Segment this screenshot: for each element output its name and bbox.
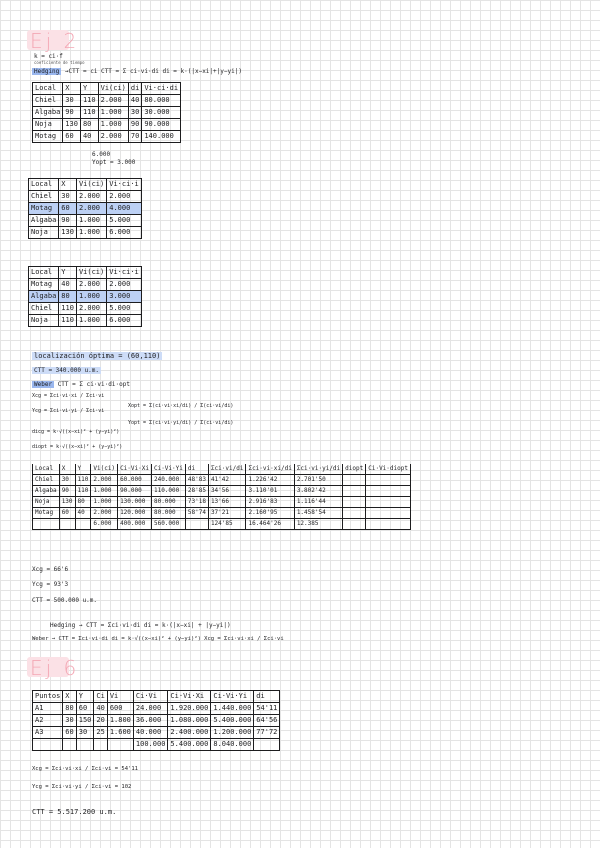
table-cell: 1.080.000 [168,715,211,727]
column-header: Ci·Vi·Xi [118,464,152,475]
yopt-formula: Yopt = Σ(ci·vi·yi/di) / Σ(ci·vi/di) [128,420,234,426]
column-header: Vi [107,691,133,703]
table-cell: 80 [59,291,77,303]
table-cell: 1.000 [98,119,128,131]
column-header: Ci·Vi [133,691,168,703]
table-row [33,95,181,107]
table-cell: 40 [75,508,91,519]
table-cell: 5.400.000 [211,715,254,727]
table-cell [366,519,411,530]
table-cell: 1.000 [76,315,106,327]
table-row [29,291,142,303]
table-row [33,119,181,131]
table-cell: 80.000 [151,508,185,519]
column-header: Vi(ci) [76,179,106,191]
hedging-line [32,68,242,75]
table-cell: 600 [107,703,133,715]
table-cell: 77'72 [254,727,280,739]
table-cell: 110 [75,486,91,497]
table-cell: 1.226'42 [246,475,294,486]
table-cell: 2.000 [76,191,106,203]
table-row [33,131,181,143]
column-header: Vi(ci) [76,267,106,279]
table-cell: 110 [59,315,77,327]
table-cell: 240.000 [151,475,185,486]
column-header: di [128,83,141,95]
table-cell: 20 [94,715,107,727]
table-cell: 6.000 [91,519,118,530]
table-cell: Motag [33,131,63,143]
table-cell: Algaba [33,486,60,497]
table-row [33,727,280,739]
table-cell: Chiel [29,191,59,203]
table-cell [366,475,411,486]
table-cell [185,519,208,530]
table-cell: Chiel [33,475,60,486]
table-cell: 5.000 [107,215,142,227]
table-cell: 30.000 [142,107,181,119]
table-cell: 80 [63,703,76,715]
ycg-value: Ycg = 93'3 [32,581,69,588]
table-cell: 1.800 [107,715,133,727]
table-cell: 2.000 [76,303,106,315]
table-header-row [33,83,181,95]
table-cell: 90 [128,119,141,131]
table-cell: 80.000 [142,95,181,107]
table-cell: 2.000 [107,191,142,203]
table-row [33,508,411,519]
table-cell [33,519,60,530]
table-cell: 60 [59,203,77,215]
formula-k-sub: coeficiente de tiempo [34,60,85,65]
table-cell: 80 [80,119,98,131]
table-row [33,739,280,751]
table-cell: 90.000 [118,486,152,497]
table-cell: 2.000 [91,508,118,519]
table-cell: Algaba [29,215,59,227]
table-row [33,486,411,497]
table-cell: 40 [80,131,98,143]
table-cell: 130 [59,497,75,508]
hedging-summary: Hedging → CTT = Σci·vi·di di = k·(|x−xi| + |y−yi|) [50,622,231,629]
table-cell: 90 [59,486,75,497]
table-cell: 64'56 [254,715,280,727]
table-cell: 110 [75,475,91,486]
table-cell: 30 [76,727,94,739]
table-cell: Motag [29,279,59,291]
table-cell: A3 [33,727,63,739]
column-header: Local [33,83,63,95]
table-cell [33,739,63,751]
table-cell: 400.000 [118,519,152,530]
column-header: Local [29,267,59,279]
ej6-title: Ej 6 [30,656,80,680]
column-header: di [254,691,280,703]
table-cell: 5.400.000 [168,739,211,751]
table-cell: 80.000 [151,497,185,508]
table-header-row [29,267,142,279]
table-row [29,227,142,239]
ej6-xcg: Xcg = Σci·vi·xi / Σci·vi = 54'11 [32,766,138,772]
table-cell: 40.000 [133,727,168,739]
column-header: Vi·ci·i [107,179,142,191]
table-header-row [29,179,142,191]
table-cell: 110.000 [151,486,185,497]
table-cell [343,497,366,508]
table-cell: 130 [59,227,77,239]
table-cell: A2 [33,715,63,727]
column-header: Ci·Vi·Yi [211,691,254,703]
table-cell: 16.464'26 [246,519,294,530]
table-cell: Algaba [33,107,63,119]
table-cell: 2.000 [107,279,142,291]
table-cell: 6.000 [107,315,142,327]
table-y-sorted [28,266,142,327]
table-cell: 28'85 [185,486,208,497]
column-header: Ci·Vi·Xi [168,691,211,703]
table-cell: 4.000 [107,203,142,215]
formula-k: k = ci·f [34,53,63,60]
table-row [33,107,181,119]
table-cell: 100.000 [133,739,168,751]
table-cell: 1.600 [107,727,133,739]
table-cell [366,497,411,508]
table-row [33,475,411,486]
table-cell: 34'56 [208,486,246,497]
table-cell: 54'11 [254,703,280,715]
table-cell: Chiel [33,95,63,107]
table-cell [254,739,280,751]
table-row [33,519,411,530]
xcg-value: Xcg = 66'6 [32,566,69,573]
weber-formula: CTT = Σ ci·vi·di·opt [57,381,130,388]
table-cell [75,519,91,530]
table-cell: 110 [80,95,98,107]
table-row [29,203,142,215]
table-cell: Noja [29,227,59,239]
table-cell: Noja [33,119,63,131]
table-cell: 30 [63,715,76,727]
ej6-ycg: Ycg = Σci·vi·yi / Σci·vi = 102 [32,784,132,790]
table-cell: 90.000 [142,119,181,131]
table-cell: Algaba [29,291,59,303]
table-cell: 1.000 [91,486,118,497]
table-cell [366,486,411,497]
table-cell: 1.000 [98,107,128,119]
table-cell: 60 [63,131,81,143]
table-cell: 12.385 [294,519,342,530]
table-cell: 60 [63,727,76,739]
table-row [29,303,142,315]
column-header: Y [80,83,98,95]
table-cell: 48'83 [185,475,208,486]
column-header: Vi·ci·i [107,267,142,279]
ycg-formula: Ycg = Σci·vi·yi / Σci·vi [32,408,105,414]
table-cell: 110 [59,303,77,315]
table-cell: 58'74 [185,508,208,519]
table-cell: 2.160'95 [246,508,294,519]
localizacion-text: localización óptima = (60,110) [34,352,161,360]
table-cell: 36.000 [133,715,168,727]
table1-yopt: Yopt = 3.000 [92,159,136,166]
localizacion-optima [32,352,162,360]
column-header: X [63,83,81,95]
table-cell: 560.000 [151,519,185,530]
column-header: X [59,179,77,191]
ctt-weber: CTT = 500.000 u.m. [32,597,98,604]
table-cell: 1.458'54 [294,508,342,519]
table-cell: 150 [76,715,94,727]
table-cell: 2.400.000 [168,727,211,739]
table-cell: 1.000 [91,497,118,508]
column-header: Ci [94,691,107,703]
table-cell: 5.000 [107,303,142,315]
table-cell: 2.000 [98,95,128,107]
column-header: di [185,464,208,475]
table-cell: 30 [59,475,75,486]
xcg-formula: Xcg = Σci·vi·xi / Σci·vi [32,393,105,399]
table-row [29,315,142,327]
column-header: Y [75,464,91,475]
table-cell: 120.000 [118,508,152,519]
table-cell: 73'18 [185,497,208,508]
table-cell: Motag [29,203,59,215]
table-cell [343,486,366,497]
table-row [33,497,411,508]
table-cell: 6.000 [107,227,142,239]
diopt-formula: diopt = k·√((x−xi)² + (y−yi)²) [32,444,123,450]
table-cell [343,475,366,486]
table1-sum: 6.000 [92,151,111,158]
table-cell: 2.000 [76,279,106,291]
table-cell [343,519,366,530]
table-cell: Chiel [29,303,59,315]
weber-line [32,381,130,388]
column-header: Ci·Vi·Yi [151,464,185,475]
table-cell: 1.920.000 [168,703,211,715]
table-cell: 60.000 [118,475,152,486]
table-cell: 2.000 [91,475,118,486]
column-header: Σci·vi/di [208,464,246,475]
table-cell: Noja [33,497,60,508]
column-header: Local [29,179,59,191]
table-cell [107,739,133,751]
table-cell: Noja [29,315,59,327]
table-cell [94,739,107,751]
table-cell [59,519,75,530]
column-header: Puntos [33,691,63,703]
table-cell: 90 [63,107,81,119]
table-cell: 110 [80,107,98,119]
table-cell: 124'85 [208,519,246,530]
table-cell: 1.116'44 [294,497,342,508]
column-header: Local [33,464,60,475]
table-row [33,715,280,727]
column-header: Vi·ci·di [142,83,181,95]
table-cell: 130 [63,119,81,131]
column-header: X [63,691,76,703]
table-cell: 30 [63,95,81,107]
xopt-formula: Xopt = Σ(ci·vi·xi/di) / Σ(ci·vi/di) [128,403,234,409]
table-cell: Motag [33,508,60,519]
ctt-hedging [32,367,101,374]
column-header: X [59,464,75,475]
column-header: Vi(ci) [98,83,128,95]
column-header: Ci·Vi·diopt [366,464,411,475]
table-cell: 25 [94,727,107,739]
column-header: Σci·vi·yi/di [294,464,342,475]
hedging-label: Hedging [34,68,60,75]
ctt-hedging-text: CTT = 340.000 u.m. [34,367,100,374]
table-hedging [32,82,181,143]
table-cell: 1.000 [76,227,106,239]
column-header: Vi(ci) [91,464,118,475]
dicg-formula: dicg = k·√((x−xi)² + (y−yi)²) [32,429,120,435]
table-cell: 2.916'83 [246,497,294,508]
table-cell: 60 [76,703,94,715]
hedging-formula: →CTT = ci CTT = Σ ci·vi·di di = k·(|x−xi|+|y−yi|) [64,68,242,75]
table-cell: 2.000 [76,203,106,215]
table-cell: A1 [33,703,63,715]
table-cell: 60 [59,508,75,519]
table-cell: 140.000 [142,131,181,143]
table-row [33,703,280,715]
table-x-sorted [28,178,142,239]
table-cell: 40 [128,95,141,107]
table-cell: 1.440.000 [211,703,254,715]
table-weber [32,464,411,530]
table-ej6 [32,690,280,751]
table-cell: 90 [59,215,77,227]
column-header: Y [59,267,77,279]
table-cell: 3.000 [107,291,142,303]
table-cell: 70 [128,131,141,143]
column-header: Y [76,691,94,703]
table-cell: 3.802'42 [294,486,342,497]
table-cell [366,508,411,519]
table-cell: 2.000 [98,131,128,143]
table-cell: 41'42 [208,475,246,486]
table-cell: 1.000 [76,291,106,303]
table-header-row [33,464,411,475]
table-cell: 24.000 [133,703,168,715]
table-cell: 30 [59,191,77,203]
ej2-title: Ej 2 [30,29,80,53]
table-header-row [33,691,280,703]
table-cell: 1.000 [76,215,106,227]
table-cell: 13'66 [208,497,246,508]
table-cell: 3.110'01 [246,486,294,497]
column-header: diopt [343,464,366,475]
table-row [29,215,142,227]
table-row [29,191,142,203]
table-cell: 80 [75,497,91,508]
table-cell: 130.000 [118,497,152,508]
table-row [29,279,142,291]
table-cell: 37'21 [208,508,246,519]
table-cell [343,508,366,519]
ej6-ctt: CTT = 5.517.200 u.m. [32,808,117,816]
table-cell: 30 [128,107,141,119]
weber-summary: Weber → CTT = Σci·vi·di di = k·√((x−xi)² + (y−yi)²) Xcg = Σci·vi·xi / Σci·vi [32,636,284,642]
table-cell: 40 [59,279,77,291]
table-cell: 8.040.000 [211,739,254,751]
table-cell: 40 [94,703,107,715]
column-header: Σci·vi·xi/di [246,464,294,475]
table-cell [63,739,76,751]
table-cell [76,739,94,751]
weber-label: Weber [34,381,53,388]
table-cell: 1.200.000 [211,727,254,739]
table-cell: 2.701'50 [294,475,342,486]
